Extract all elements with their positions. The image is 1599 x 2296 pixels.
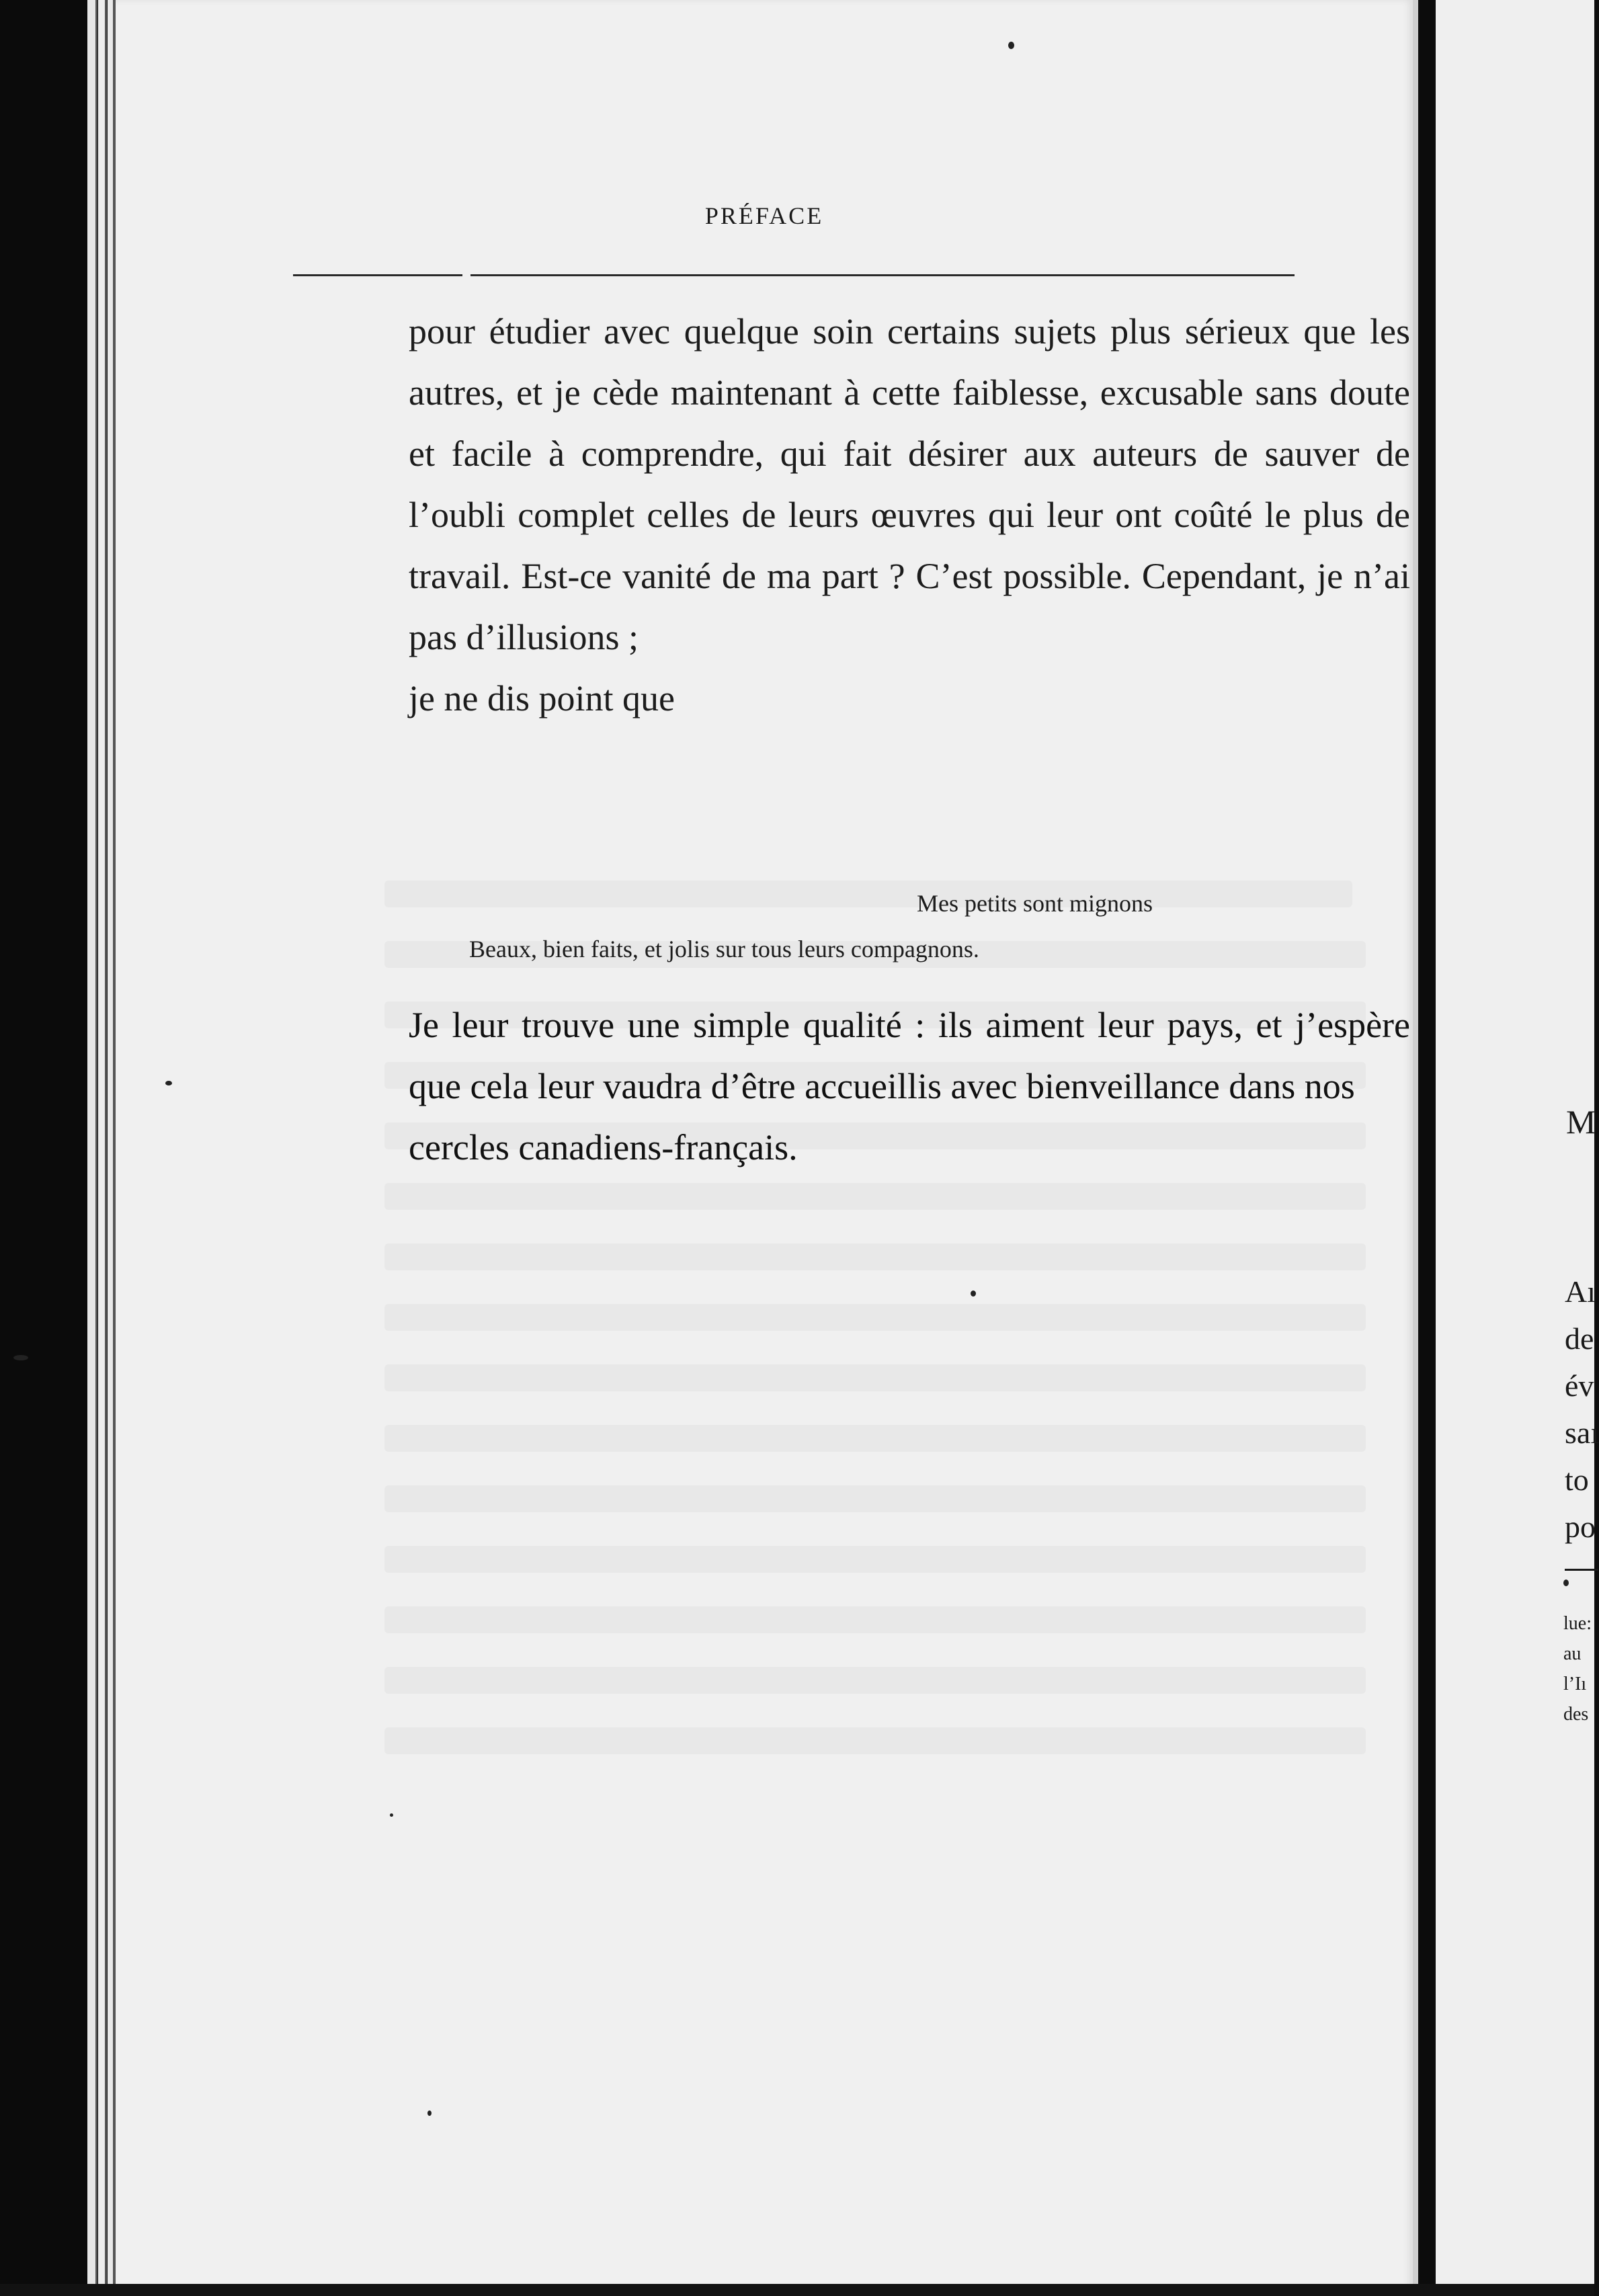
show-through-text	[384, 1425, 1366, 1452]
show-through-text	[384, 1546, 1366, 1573]
show-through-text	[384, 1727, 1366, 1754]
right-page-footnote-fragment: au	[1563, 1643, 1582, 1664]
right-page-line-fragment: év	[1565, 1368, 1594, 1403]
scan-speck	[971, 1290, 976, 1297]
paragraph-last-line: je ne dis point que	[409, 678, 675, 719]
right-page-footnote-rule	[1565, 1569, 1598, 1571]
verse-quotation	[409, 880, 1410, 972]
verse-line: Mes petits sont mignons	[917, 890, 1153, 917]
bottom-scan-border	[0, 2284, 1594, 2296]
right-page-footnote-fragment: des	[1563, 1704, 1589, 1725]
page-edge	[87, 0, 95, 2296]
right-page-line-fragment: saı	[1565, 1416, 1599, 1450]
body-paragraph-1	[409, 301, 1410, 729]
right-page-footnote-fragment: lue:	[1563, 1613, 1592, 1634]
right-page-heading-fragment: M	[1566, 1103, 1596, 1141]
page-edge-line	[95, 0, 97, 2296]
scan-speck	[13, 1355, 28, 1360]
right-page-line-fragment: po	[1565, 1510, 1596, 1544]
scan-speck	[427, 2110, 432, 2116]
page-edge-line	[105, 0, 107, 2296]
right-page-line-fragment: Aı	[1565, 1274, 1596, 1309]
right-page-footnote-fragment: l’Iı	[1563, 1674, 1587, 1694]
page-edge	[108, 0, 113, 2296]
scan-speck	[390, 1813, 393, 1817]
show-through-text	[384, 1485, 1366, 1512]
show-through-text	[384, 1183, 1366, 1210]
left-scan-border	[0, 0, 87, 2296]
right-page-line-fragment: de	[1565, 1321, 1594, 1356]
paragraph-text: Je leur trouve une simple qualité : ils aiment leur pays, et j’espère que cela leur vaudra d’être accueillis avec bienveillance dans nos	[409, 1005, 1410, 1106]
running-head: PRÉFACE	[704, 202, 824, 229]
show-through-text	[384, 1667, 1366, 1694]
scan-speck	[165, 1081, 172, 1085]
show-through-text	[384, 1243, 1366, 1270]
show-through-text	[384, 1364, 1366, 1391]
paragraph-text: pour étudier avec quelque soin certains sujets plus sérieux que les autres, et je cède maintenant à cette faiblesse, excusable sans doute et facile à comprendre, qui fait désirer aux auteurs de sauver de l’oubli complet celles de leurs œuvres qui leur ont coûté le plus de travail. Est-ce vanité de ma part ? C’est possible. Cependant, je n’ai pas d’illusions ;	[409, 311, 1410, 657]
show-through-text	[384, 1606, 1366, 1633]
scan-speck	[1008, 42, 1014, 49]
right-page	[1436, 0, 1594, 2296]
page-gutter-shadow	[1413, 0, 1418, 2296]
book-spine	[1418, 0, 1436, 2296]
verse-line: Beaux, bien faits, et jolis sur tous leurs compagnons.	[469, 936, 979, 962]
right-page-line-fragment: to	[1565, 1463, 1589, 1497]
header-rule-gap	[462, 272, 470, 278]
paragraph-last-line: cercles canadiens-français.	[409, 1127, 798, 1167]
page-edge	[98, 0, 105, 2296]
show-through-text	[384, 1304, 1366, 1331]
scan-speck	[1563, 1580, 1569, 1586]
body-paragraph-2	[409, 995, 1410, 1178]
header-rule	[293, 274, 1295, 276]
